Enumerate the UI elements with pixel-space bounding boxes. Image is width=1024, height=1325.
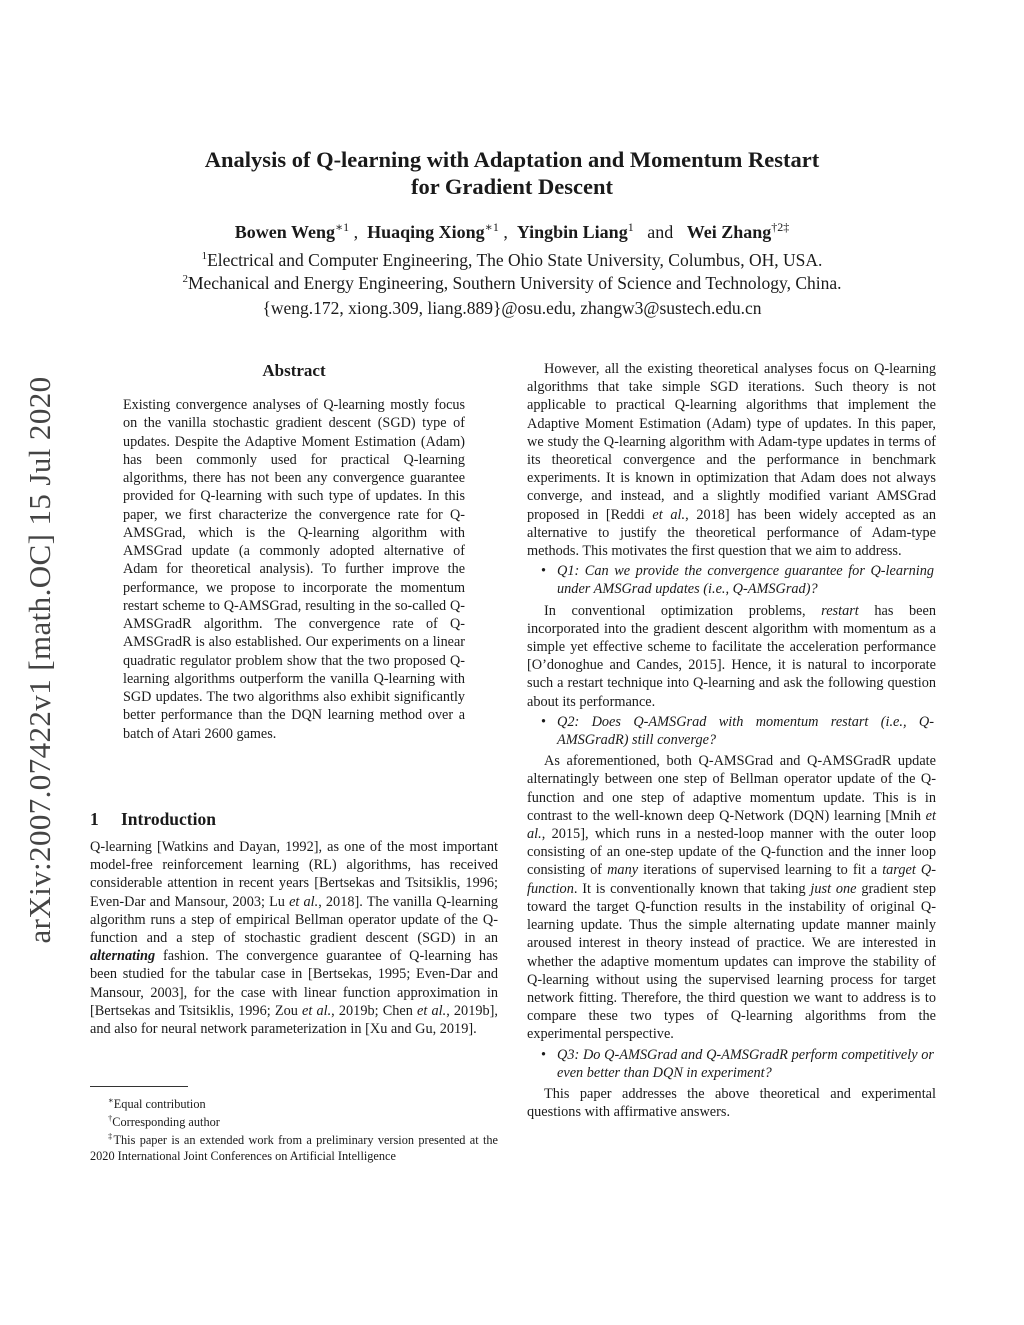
author-3: Yingbin Liang — [516, 222, 628, 242]
author-list: Bowen Weng$^{∗1}$ , Huaqing Xiong$^{∗1}$ , Yingbin Liang$^1$ and Wei Zhang$^{\dagger 2\ddagger}$ — [234, 220, 790, 242]
right-paragraph-3 — [527, 752, 936, 1043]
affiliation-1-sup: 1 — [201, 250, 208, 263]
section-title: Introduction — [121, 809, 216, 829]
intro-text-b: , 2018]. The vanilla Q-learning algorithm runs a step of empirical Bellman operator update of the Q-function and a step of stochastic gradient descent (SGD) in an — [90, 893, 498, 947]
right-et-al-2: et al. — [527, 807, 936, 843]
right-just-one: just one — [810, 880, 857, 897]
affiliation-2-sup: 2 — [182, 273, 188, 286]
author-emails: {weng.172, xiong.309, liang.889}@osu.edu, zhangw3@sustech.edu.cn — [262, 298, 762, 318]
intro-et-al-3: et al. — [417, 1002, 447, 1019]
intro-text-e: , 2019b], and also for neural network parameterization in [Xu and Gu, 2019]. — [90, 1002, 498, 1038]
footnote-3-mark: ‡ — [108, 1131, 114, 1141]
question-2-text: Q2: Does Q-AMSGrad with momentum restart (i.e., Q-AMSGradR) still converge? — [557, 713, 934, 749]
intro-et-al-1: et al. — [289, 893, 319, 910]
footnote-2-mark: † — [108, 1113, 113, 1123]
footnote-rule — [90, 1086, 188, 1087]
right-paragraph-4: This paper addresses the above theoretical and experimental questions with affirmative answers. — [527, 1085, 936, 1121]
author-and: and — [647, 222, 674, 242]
right-target-q: target Q-function — [527, 862, 936, 897]
right-p3-text-a: As aforementioned, both Q-AMSGrad and Q-AMSGradR update alternatingly between one step of Bellman operator update of the Q-function and one step of adaptive momentum update. This is in contrast to the well-known deep Q-Network (DQN) learning [Mnih — [527, 753, 936, 824]
intro-text-d: , 2019b; Chen — [331, 1002, 418, 1019]
right-p2-text-b: has been incorporated into the gradient descent algorithm with momentum as a simple yet effective scheme to facilitate the acceleration performance [O’donoghue and Candes, 2015]. Hence, it is natural to incorporate such a restart technique into Q-learning and ask the following question about its performance. — [527, 602, 936, 710]
right-many: many — [607, 862, 639, 879]
right-p3-text-d: . It is conventionally known that taking — [573, 880, 811, 897]
author-2-sup: ∗1 — [484, 220, 499, 234]
right-p3-text-b: , 2015], which runs in a nested-loop manner with the outer loop consisting of an one-step update of the Q-function and the inner loop consisting of — [527, 826, 936, 879]
right-paragraph-1 — [527, 360, 936, 560]
intro-text-a: Q-learning [Watkins and Dayan, 1992], as one of the most important model-free reinforcement learning (RL) algorithms, has received considerable attention in recent years [Bertsekas and Tsitsiklis, 1996; Even-Dar and Mansour, 2003; Lu — [90, 839, 498, 910]
paper-title — [150, 146, 874, 200]
intro-alternating: alternating — [90, 948, 156, 965]
author-4-sup: †2‡ — [771, 220, 790, 234]
intro-et-al-2: et al. — [302, 1002, 332, 1019]
author-2: Huaqing Xiong — [367, 222, 485, 242]
author-4: Wei Zhang — [686, 222, 772, 242]
question-2: • Q2: Does Q-AMSGrad with momentum restart (i.e., Q-AMSGradR) still converge? — [541, 713, 934, 749]
author-3-sup: 1 — [627, 220, 634, 234]
right-p2-text-a: In conventional optimization problems, — [544, 602, 822, 619]
title-line-2: for Gradient Descent — [410, 174, 614, 199]
affiliation-2 — [100, 273, 924, 294]
affiliation-1 — [100, 250, 924, 271]
question-1-text: Q1: Can we provide the convergence guarantee for Q-learning under AMSGrad updates (i.e., Q-AMSGrad)? — [557, 563, 934, 598]
intro-text-c: fashion. The convergence guarantee of Q-learning has been studied for the tabular case in [Bertsekas, 1995; Even-Dar and Mansour, 2003], for the case with linear function approximation in [Bertsekas and Tsitsiklis, 1996; Zou — [90, 948, 498, 1019]
footnote-2-text: Corresponding author — [112, 1115, 220, 1130]
question-3: • Q3: Do Q-AMSGrad and Q-AMSGradR perform competitively or even better than DQN in experiment? — [541, 1046, 934, 1081]
intro-heading — [90, 809, 216, 830]
author-1-sup: ∗1 — [334, 220, 350, 234]
abstract-body — [123, 396, 465, 743]
abstract-heading: Abstract — [262, 361, 326, 380]
right-p1-text-b: , 2018] has been widely accepted as an alternative to justify the theoretical performance of Adam-type methods. This motivates the first question that we aim to address. — [527, 506, 936, 560]
affiliation-1-text: Electrical and Computer Engineering, The Ohio State University, Columbus, OH, USA. — [207, 250, 823, 270]
right-p1-text: However, all the existing theoretical analyses focus on Q-learning algorithms that take simple SGD iterations. Such theory is not applicable to practical Q-learning algorithms that implement the Adaptive Moment Estimation (Adam) type of updates. In this paper, we study the Q-learning algorithm with Adam-type updates in terms of its theoretical convergence and the performance in benchmark experiments. It is known in optimization that Adam does not always converge, and instead, and a slightly modified variant AMSGrad proposed in [Reddi — [527, 361, 936, 523]
abstract-text: Existing convergence analyses of Q-learning mostly focus on the vanilla stochastic gradient descent (SGD) type of updates. Despite the Adaptive Moment Estimation (Adam) has been commonly used for practical Q-learning algorithms, there has not been any convergence guarantee provided for Q-learning with such type of updates. In this paper, we first characterize the convergence rate for Q-AMSGrad, which is the Q-learning algorithm with AMSGrad update (a commonly adopted alternative of Adam for theoretical analysis). To further improve the performance, we propose to incorporate the momentum restart scheme to Q-AMSGrad, resulting in the so-called Q-AMSGradR algorithm. The convergence rate of Q-AMSGradR is also established. Our experiments on a linear quadratic regulator problem show that the two proposed Q-learning algorithms outperform the vanilla Q-learning with SGD updates. The two algorithms also exhibit significantly better performance than the DQN learning method over a batch of Atari 2600 games. — [123, 397, 465, 742]
footnote-1-mark: ∗ — [108, 1095, 114, 1105]
title-line-1: Analysis of Q-learning with Adaptation and Momentum Restart — [204, 147, 820, 172]
right-p3-text-e: gradient step toward the target Q-function results in the instability of original Q-learning update. Thus the simple alternating update manner mainly aroused interest in theory instead of practice. We are interested in whether the adaptive momentum updates can improve the stability of Q-learning without using the supervised learning process for target network fitting. Therefore, the third question we want to address is to compare these two types of Q-learning algorithms from the experimental perspective. — [527, 880, 936, 1043]
question-3-text: Q3: Do Q-AMSGrad and Q-AMSGradR perform competitively or even better than DQN in experiment? — [557, 1046, 934, 1081]
affiliation-2-text: Mechanical and Energy Engineering, Southern University of Science and Technology, China. — [187, 273, 842, 293]
right-et-al-1: et al. — [652, 506, 686, 523]
intro-body — [90, 838, 498, 1038]
footnote-1-text: Equal contribution — [113, 1097, 206, 1112]
question-1: • Q1: Can we provide the convergence guarantee for Q-learning under AMSGrad updates (i.e., Q-AMSGrad)? — [541, 563, 934, 598]
right-column — [527, 360, 936, 1121]
arxiv-sidebar — [14, 340, 66, 980]
intro-paragraph — [90, 838, 498, 1038]
right-p3-text-c: iterations of supervised learning to fit a — [638, 862, 883, 879]
footnote-3 — [90, 1128, 498, 1164]
section-number: 1 — [90, 809, 99, 829]
footnote-3-text: This paper is an extended work from a preliminary version presented at the 2020 International Joint Conferences on Artificial Intelligence — [90, 1133, 499, 1164]
author-1: Bowen Weng — [234, 222, 335, 242]
right-restart: restart — [821, 602, 859, 619]
arxiv-id: arXiv:2007.07422v1 [math.OC] 15 Jul 2020 — [22, 376, 57, 944]
right-paragraph-2 — [527, 602, 936, 711]
